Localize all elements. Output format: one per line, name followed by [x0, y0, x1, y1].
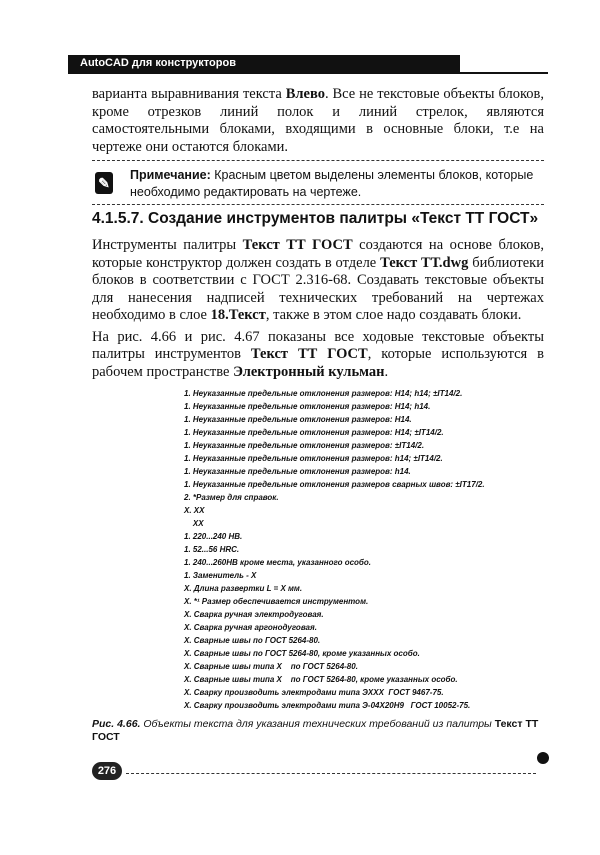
text: библиотеки блоков в соответствии с ГОСТ 2.316-68. Создавать текстовые объекты для нанесения надписей технических требований на чертежах необходимо в слое: [92, 254, 544, 323]
figure-line: 2. *Размер для справок.: [184, 493, 279, 502]
text: Инструменты палитры: [92, 237, 243, 253]
figure-line: X. Сварные швы по ГОСТ 5264-80.: [184, 636, 321, 645]
text: , которые используются в рабочем пространстве: [92, 346, 544, 380]
header-rule: [460, 72, 548, 74]
divider: [92, 160, 544, 161]
header-title: AutoCAD для конструкторов: [80, 57, 236, 69]
bold-text: Текст ТТ ГОСТ: [250, 346, 368, 362]
bold-text: Электронный кульман: [233, 363, 385, 380]
text: , также в этом слое надо создавать блоки.: [265, 307, 522, 323]
figure-line: 1. Неуказанные предельные отклонения размеров: ±IT14/2.: [184, 441, 425, 450]
figure-line: 1. Неуказанные предельные отклонения размеров сварных швов: ±IT17/2.: [184, 480, 485, 489]
figure-line: X. Сварные швы типа X по ГОСТ 5264-80.: [184, 662, 358, 671]
page-number: 276: [92, 762, 122, 780]
figure-line: 1. Неуказанные предельные отклонения размеров: H14; h14.: [184, 402, 431, 411]
note-label: Примечание:: [130, 168, 211, 182]
text: варианта выравнивания текста: [92, 86, 286, 102]
figure-line: 1. Неуказанные предельные отклонения размеров: H14; h14; ±IT14/2.: [184, 389, 463, 398]
figure-line: 1. Заменитель - X: [184, 571, 257, 580]
figure-line: X. *¹ Размер обеспечивается инструментом.: [184, 597, 369, 606]
text: На рис. 4.66 и рис. 4.67 показаны все ходовые текстовые объекты палитры инструментов: [92, 328, 544, 362]
figure-line: 1. Неуказанные предельные отклонения размеров: H14.: [184, 415, 412, 424]
paragraph-1: [92, 237, 544, 325]
pencil-note-icon: ✎: [95, 172, 113, 194]
figure-line: 1. Неуказанные предельные отклонения размеров: H14; ±IT14/2.: [184, 428, 444, 437]
figure-line: X. Сварка ручная электродуговая.: [184, 610, 324, 619]
figure-line: X. Сварные швы типа X по ГОСТ 5264-80, кроме указанных особо.: [184, 675, 458, 684]
figure-line: 1. 240...260HB кроме места, указанного особо.: [184, 558, 371, 567]
figure-text-objects: [184, 387, 544, 712]
text: .: [384, 363, 389, 380]
caption-label: Рис. 4.66.: [92, 718, 141, 730]
text: . Все не текстовые объекты блоков, кроме отрезков линий полок и линий стрелок, являются самостоятельными блоками, входящими в основные блоки, т.е на чертеже они остаются блоками.: [92, 86, 544, 155]
caption-bold: Текст ТТ ГОСТ: [92, 718, 539, 743]
paragraph-2: [92, 329, 544, 382]
bold-text: Влево: [285, 86, 325, 102]
text: создаются на основе блоков, которые конструктор должен создать в отделе: [92, 237, 544, 271]
figure-line: X. Длина развертки L = X мм.: [184, 584, 303, 593]
caption-text: Объекты текста для указания технических требований из палитры: [140, 718, 495, 730]
figure-line: X. Сварку производить электродами типа ЭXXX ГОСТ 9467-75.: [184, 688, 444, 697]
divider: [92, 204, 544, 205]
note-text: Красным цветом выделены элементы блоков, которые необходимо редактировать на чертеже.: [130, 168, 534, 199]
section-heading: 4.1.5.7. Создание инструментов палитры «Текст ТТ ГОСТ»: [92, 210, 539, 227]
figure-line: X. Сварка ручная аргонодуговая.: [184, 623, 317, 632]
figure-line: X. Сварные швы по ГОСТ 5264-80, кроме указанных особо.: [184, 649, 420, 658]
figure-line: X. Сварку производить электродами типа Э-04X20H9 ГОСТ 10052-75.: [184, 701, 471, 710]
bold-text: Текст ТТ.dwg: [380, 254, 469, 271]
figure-caption: [92, 718, 552, 744]
figure-line: 1. Неуказанные предельные отклонения размеров: h14.: [184, 467, 411, 476]
figure-line: 1. 52...56 HRC.: [184, 545, 240, 554]
figure-line: 1. 220...240 HB.: [184, 532, 243, 541]
figure-line: 1. Неуказанные предельные отклонения размеров: h14; ±IT14/2.: [184, 454, 443, 463]
footer-dot: [537, 752, 549, 764]
bold-text: Текст ТТ ГОСТ: [242, 237, 353, 253]
running-header: [68, 55, 460, 74]
bold-text: 18.Текст: [210, 307, 266, 323]
intro-paragraph: [92, 86, 544, 156]
body-flow: [92, 237, 544, 744]
footer-rule: [126, 773, 536, 774]
figure-line: XX: [184, 519, 204, 528]
figure-line: X. XX: [184, 506, 205, 515]
note: [130, 167, 540, 201]
